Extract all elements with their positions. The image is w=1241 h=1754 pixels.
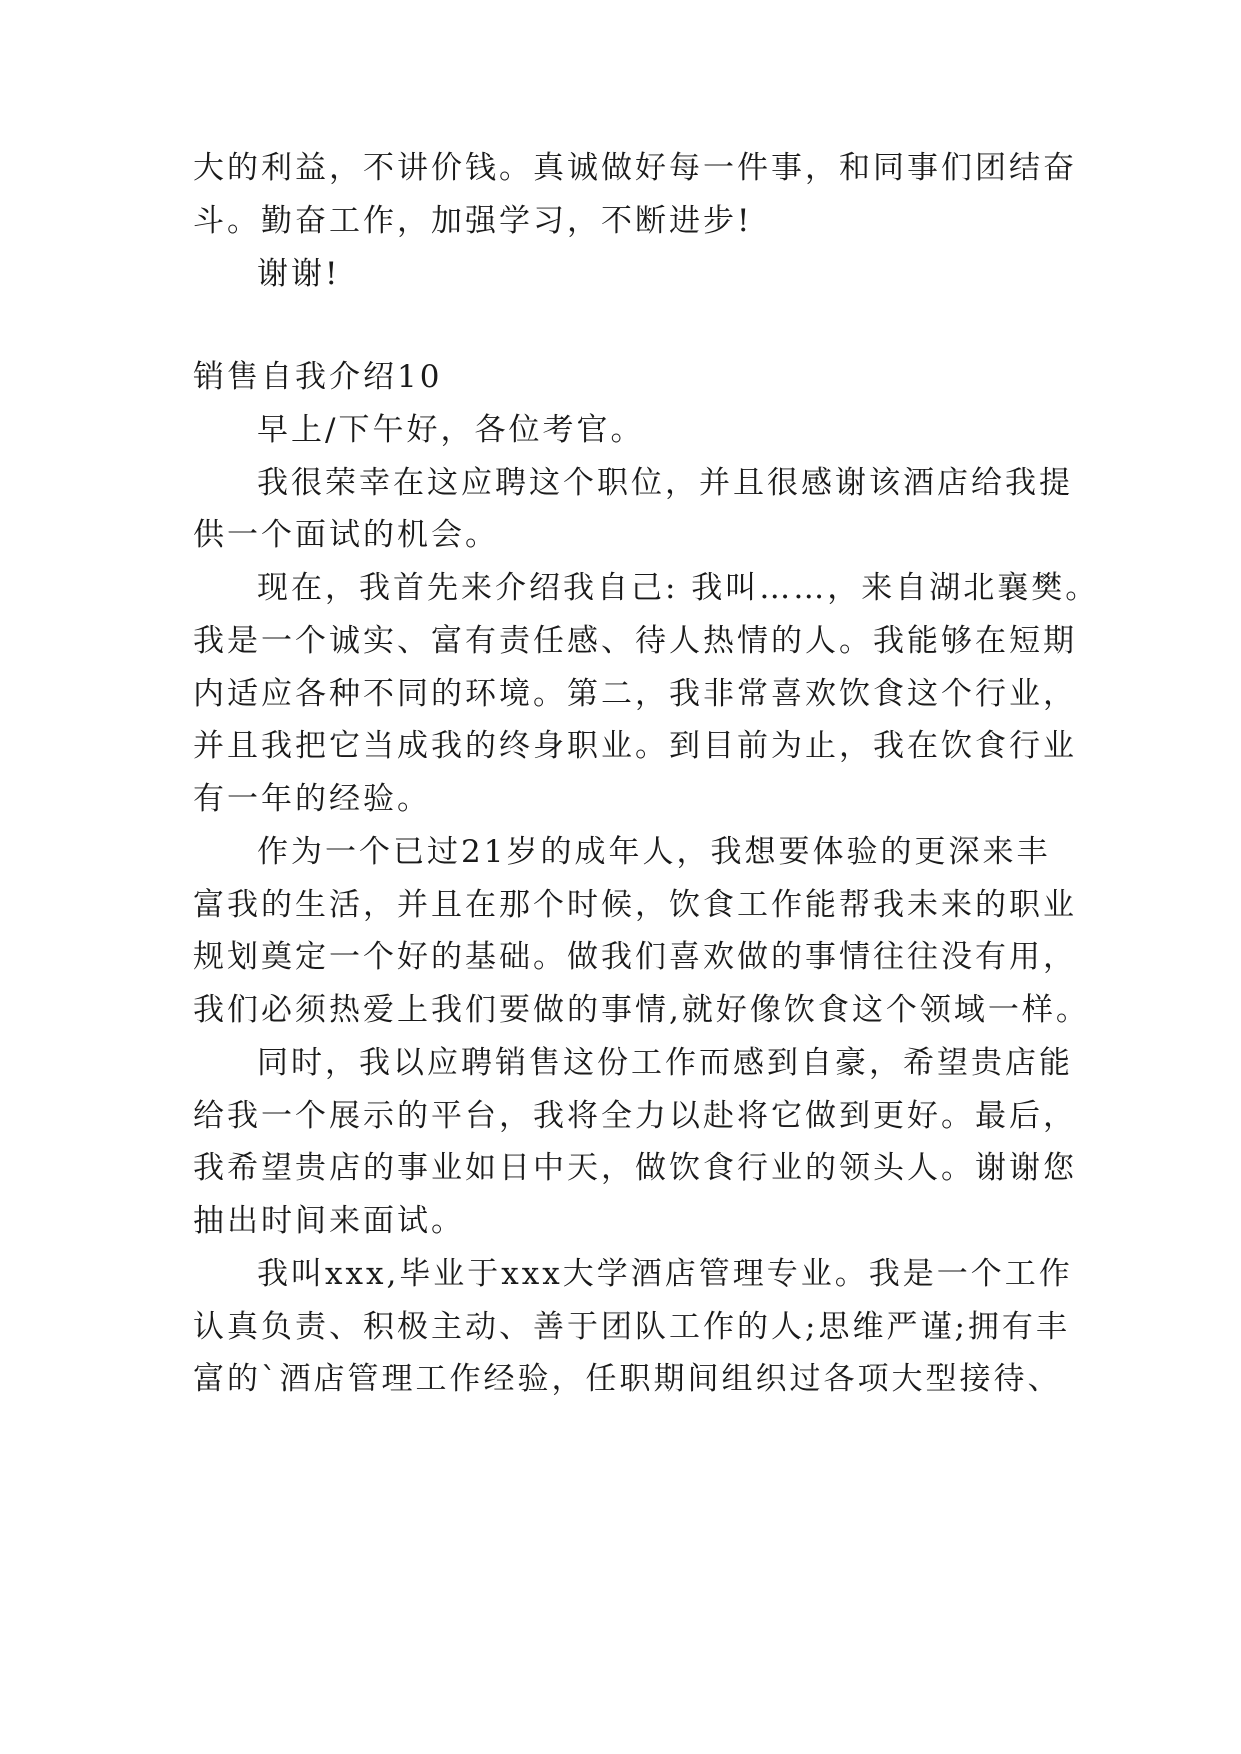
text-line: 抽出时间来面试。 <box>193 1203 465 1239</box>
text-line: 供一个面试的机会。 <box>193 517 499 553</box>
text-line: 谢谢! <box>257 256 341 292</box>
text-line: 作为一个已过21岁的成年人，我想要体验的更深来丰 <box>257 834 1051 870</box>
text-line: 我很荣幸在这应聘这个职位，并且很感谢该酒店给我提 <box>257 465 1073 501</box>
text-line: 同时，我以应聘销售这份工作而感到自豪，希望贵店能 <box>257 1045 1073 1081</box>
text-line: 我叫xxx,毕业于xxx大学酒店管理专业。我是一个工作 <box>257 1256 1073 1292</box>
text-line: 富我的生活，并且在那个时候，饮食工作能帮我未来的职业 <box>193 887 1077 923</box>
text-line: 我们必须热爱上我们要做的事情,就好像饮食这个领域一样。 <box>193 992 1090 1028</box>
text-line: 认真负责、积极主动、善于团队工作的人;思维严谨;拥有丰 <box>193 1309 1070 1345</box>
text-line: 早上/下午好，各位考官。 <box>257 412 645 448</box>
text-line: 内适应各种不同的环境。第二，我非常喜欢饮食这个行业， <box>193 676 1077 712</box>
text-line: 现在，我首先来介绍我自己: 我叫……，来自湖北襄樊。 <box>257 570 1100 606</box>
text-line: 有一年的经验。 <box>193 781 431 817</box>
text-line: 斗。勤奋工作，加强学习，不断进步! <box>193 203 753 239</box>
section-heading: 销售自我介绍10 <box>193 359 443 395</box>
text-line: 规划奠定一个好的基础。做我们喜欢做的事情往往没有用， <box>193 939 1077 975</box>
text-line: 并且我把它当成我的终身职业。到目前为止，我在饮食行业 <box>193 728 1077 764</box>
text-line: 我是一个诚实、富有责任感、待人热情的人。我能够在短期 <box>193 623 1077 659</box>
text-line: 富的`酒店管理工作经验，任职期间组织过各项大型接待、 <box>193 1361 1062 1397</box>
text-line: 我希望贵店的事业如日中天，做饮食行业的领头人。谢谢您 <box>193 1150 1077 1186</box>
text-line: 大的利益，不讲价钱。真诚做好每一件事，和同事们团结奋 <box>193 150 1077 186</box>
text-line: 给我一个展示的平台，我将全力以赴将它做到更好。最后， <box>193 1098 1077 1134</box>
